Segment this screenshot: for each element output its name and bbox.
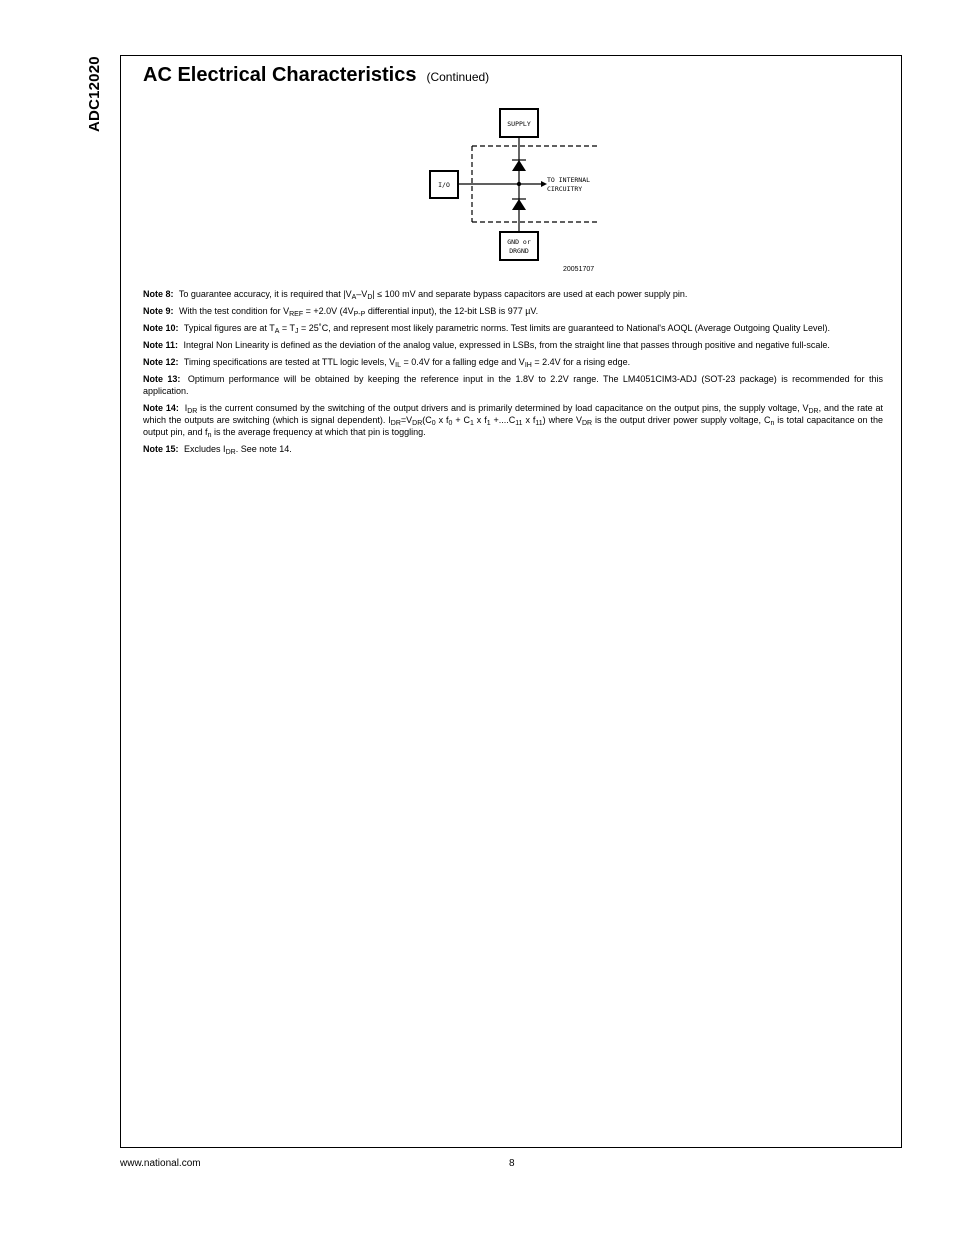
note-label: Note 15: <box>143 444 179 454</box>
note-label: Note 12: <box>143 357 179 367</box>
note-11 <box>143 339 883 351</box>
supply-label: SUPPLY <box>507 120 531 128</box>
footer-website-link[interactable]: www.national.com <box>120 1158 201 1169</box>
note-14: Note 14: $I_{DR}$ is the current consumed by the switching of the output drivers and is primarily determined by load capacitance on the output pins, the supply voltage, $V_{DR}$, and the rate at which the outputs are switching (which is signal dependent). $I_{DR}=V_{DR}(C_0$ x $f_0 + C_1$ x $f_1 +....C_{11}$ x $f_{11}$) where $V_{DR}$ is the output driver power supply voltage, $C_n$ is total capacitance on the output pin, and $f_n$ is the average frequency at which that pin is toggling. <box>143 403 883 439</box>
junction-dot <box>517 182 521 186</box>
internal-label-2: CIRCUITRY <box>547 185 583 193</box>
gnd-box <box>500 232 538 260</box>
note-label: Note 14: <box>143 403 179 413</box>
note-13 <box>143 373 883 397</box>
gnd-label-2: DRGND <box>509 247 529 255</box>
notes-list <box>143 288 883 460</box>
note-label: Note 11: <box>143 340 179 350</box>
note-label: Note 10: <box>143 323 179 333</box>
io-label: I/O <box>438 181 450 189</box>
section-title: AC Electrical Characteristics <box>143 64 417 86</box>
note-label: Note 9: <box>143 306 174 316</box>
note-text: Integral Non Linearity is defined as the deviation of the analog value, expressed in LSBs, from the straight line that passes through positive and negative full-scale. <box>183 340 830 350</box>
section-subtitle: (Continued) <box>426 70 490 84</box>
section-heading <box>143 64 489 87</box>
note-label: Note 13: <box>143 374 181 384</box>
note-text: Optimum performance will be obtained by keeping the reference input in the 1.8V to 2.2V range. The LM4051CIM3-ADJ (SOT-23 package) is recommended for this application. <box>143 374 883 396</box>
figure-id: 20051707 <box>563 266 595 273</box>
internal-label-1: TO INTERNAL <box>547 176 591 184</box>
page-number: 8 <box>509 1158 515 1169</box>
diode-top-icon <box>512 160 526 171</box>
note-9: Note 9: With the test condition for $V_{REF} = +2.0V$ ($4V_{P-P}$ differential input), the 12-bit LSB is 977 µV. <box>143 306 539 318</box>
note-15: Note 15: Excludes $I_{DR}$. See note 14. <box>143 444 292 456</box>
note-8: Note 8: To guarantee accuracy, it is required that $|V_A-V_D| \le 100$ mV and separate bypass capacitors are used at each power supply pin. <box>143 289 688 301</box>
diode-bottom-icon <box>512 199 526 210</box>
note-12: Note 12: Timing specifications are tested at TTL logic levels, $V_{IL} = 0.4V$ for a falling edge and $V_{IH} = 2.4V$ for a rising edge. <box>143 357 631 369</box>
io-protection-diagram <box>425 105 605 265</box>
note-label: Note 8: <box>143 289 174 299</box>
gnd-label-1: GND or <box>507 238 531 246</box>
note-10: Note 10: Typical figures are at $T_A = T_J$ = 25˚C, and represent most likely parametric norms. Test limits are guaranteed to National's AOQL (Average Outgoing Quality Level). <box>143 323 831 335</box>
part-number-side-label: ADC12020 <box>86 56 103 132</box>
